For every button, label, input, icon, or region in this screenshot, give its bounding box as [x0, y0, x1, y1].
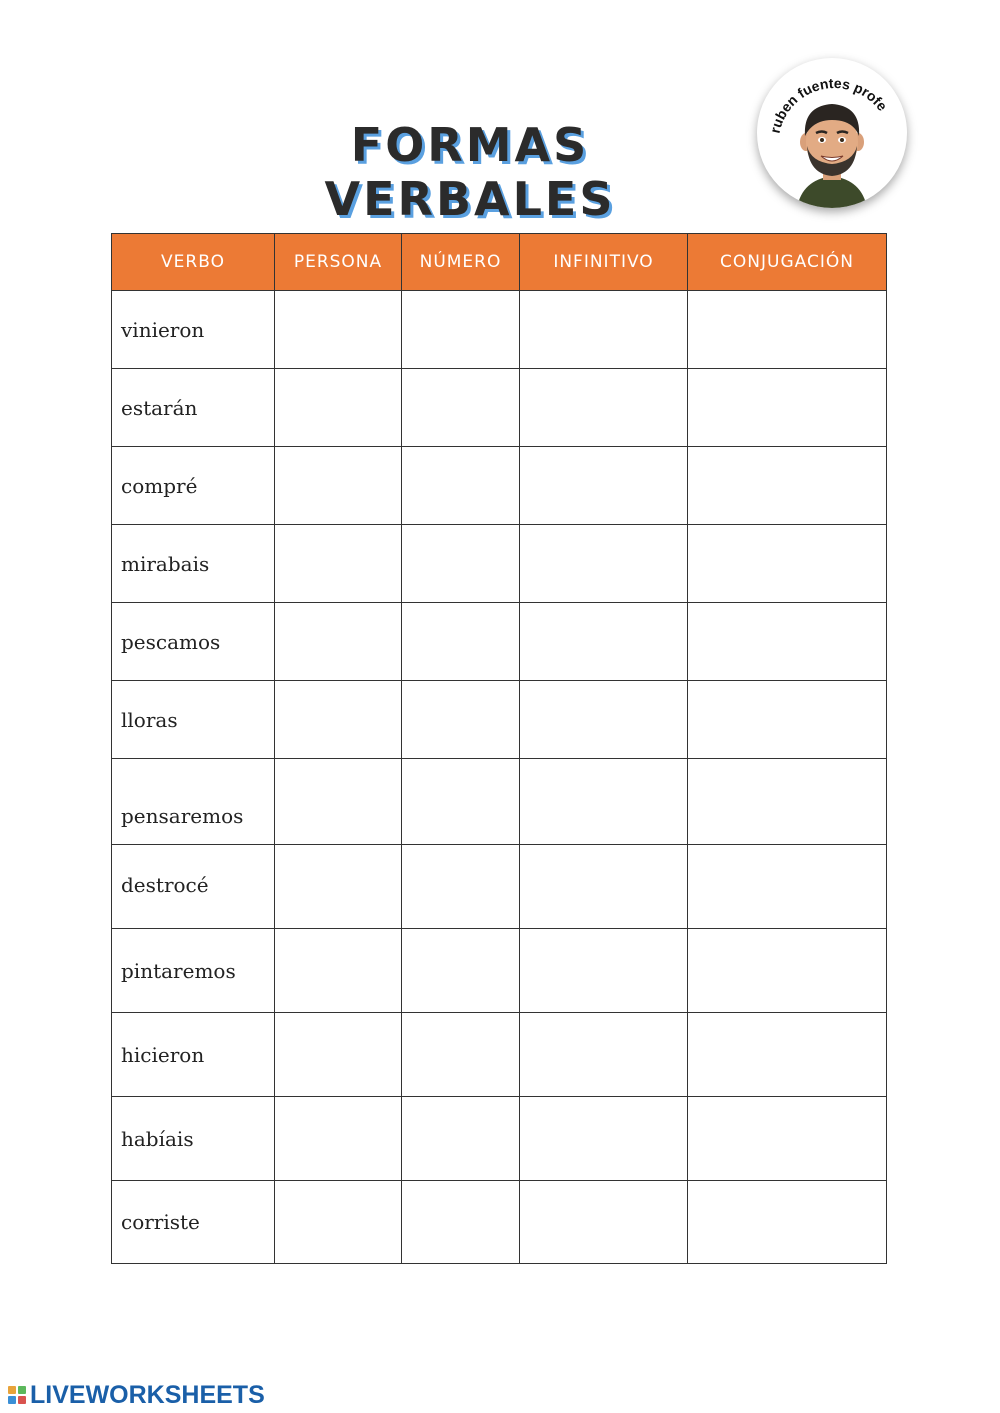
numero-answer-cell[interactable] [402, 759, 520, 845]
verb-cell: vinieron [112, 291, 275, 369]
persona-answer-cell[interactable] [275, 1097, 402, 1181]
verb-cell: mirabais [112, 525, 275, 603]
conjugacion-answer-cell[interactable] [688, 845, 887, 929]
persona-answer-cell[interactable] [275, 845, 402, 929]
conjugacion-answer-cell[interactable] [688, 447, 887, 525]
verb-cell: corriste [112, 1181, 275, 1264]
infinitivo-answer-cell[interactable] [520, 681, 688, 759]
persona-answer-cell[interactable] [275, 447, 402, 525]
numero-answer-cell[interactable] [402, 1181, 520, 1264]
persona-answer-cell[interactable] [275, 929, 402, 1013]
persona-answer-cell[interactable] [275, 603, 402, 681]
verb-cell: pintaremos [112, 929, 275, 1013]
verb-table [111, 233, 887, 1264]
persona-answer-cell[interactable] [275, 681, 402, 759]
infinitivo-answer-cell[interactable] [520, 1097, 688, 1181]
infinitivo-answer-cell[interactable] [520, 845, 688, 929]
table-row [112, 845, 887, 929]
infinitivo-answer-cell[interactable] [520, 369, 688, 447]
infinitivo-answer-cell[interactable] [520, 447, 688, 525]
conjugacion-answer-cell[interactable] [688, 291, 887, 369]
numero-answer-cell[interactable] [402, 1013, 520, 1097]
verb-cell: estarán [112, 369, 275, 447]
infinitivo-answer-cell[interactable] [520, 1181, 688, 1264]
page-title: FORMAS VERBALES [324, 118, 616, 226]
numero-answer-cell[interactable] [402, 369, 520, 447]
numero-answer-cell[interactable] [402, 1097, 520, 1181]
verb-cell: hicieron [112, 1013, 275, 1097]
table-row [112, 369, 887, 447]
brand-name: LIVEWORKSHEETS [30, 1380, 265, 1409]
infinitivo-answer-cell[interactable] [520, 1013, 688, 1097]
persona-answer-cell[interactable] [275, 759, 402, 845]
persona-answer-cell[interactable] [275, 291, 402, 369]
conjugacion-answer-cell[interactable] [688, 369, 887, 447]
conjugacion-answer-cell[interactable] [688, 759, 887, 845]
infinitivo-answer-cell[interactable] [520, 759, 688, 845]
conjugacion-answer-cell[interactable] [688, 681, 887, 759]
header-conjugacion: CONJUGACIÓN [688, 234, 887, 291]
conjugacion-answer-cell[interactable] [688, 1013, 887, 1097]
verb-cell: habíais [112, 1097, 275, 1181]
infinitivo-answer-cell[interactable] [520, 603, 688, 681]
header-persona: PERSONA [275, 234, 402, 291]
verb-cell: pensaremos [112, 759, 275, 845]
numero-answer-cell[interactable] [402, 525, 520, 603]
header-infinitivo: INFINITIVO [520, 234, 688, 291]
table-row [112, 603, 887, 681]
author-badge [757, 58, 907, 208]
infinitivo-answer-cell[interactable] [520, 929, 688, 1013]
table-row [112, 681, 887, 759]
infinitivo-answer-cell[interactable] [520, 525, 688, 603]
header-numero: NÚMERO [402, 234, 520, 291]
numero-answer-cell[interactable] [402, 929, 520, 1013]
numero-answer-cell[interactable] [402, 845, 520, 929]
verb-cell: destrocé [112, 845, 275, 929]
table-row [112, 447, 887, 525]
numero-answer-cell[interactable] [402, 681, 520, 759]
conjugacion-answer-cell[interactable] [688, 603, 887, 681]
footer-logo [8, 1382, 265, 1408]
persona-answer-cell[interactable] [275, 369, 402, 447]
table-row [112, 1013, 887, 1097]
conjugacion-answer-cell[interactable] [688, 1181, 887, 1264]
table-row [112, 759, 887, 845]
table-row [112, 929, 887, 1013]
table-row [112, 525, 887, 603]
numero-answer-cell[interactable] [402, 603, 520, 681]
numero-answer-cell[interactable] [402, 291, 520, 369]
table-row [112, 1097, 887, 1181]
avatar-icon [757, 58, 907, 208]
conjugacion-answer-cell[interactable] [688, 929, 887, 1013]
liveworksheets-logo-icon [8, 1386, 26, 1404]
table-header-row [112, 234, 887, 291]
verb-cell: pescamos [112, 603, 275, 681]
conjugacion-answer-cell[interactable] [688, 1097, 887, 1181]
persona-answer-cell[interactable] [275, 1181, 402, 1264]
numero-answer-cell[interactable] [402, 447, 520, 525]
infinitivo-answer-cell[interactable] [520, 291, 688, 369]
persona-answer-cell[interactable] [275, 1013, 402, 1097]
verb-cell: lloras [112, 681, 275, 759]
table-row [112, 1181, 887, 1264]
conjugacion-answer-cell[interactable] [688, 525, 887, 603]
persona-answer-cell[interactable] [275, 525, 402, 603]
badge-text: ruben fuentes profe [766, 74, 891, 135]
table-row [112, 291, 887, 369]
verb-cell: compré [112, 447, 275, 525]
header-verbo: VERBO [112, 234, 275, 291]
